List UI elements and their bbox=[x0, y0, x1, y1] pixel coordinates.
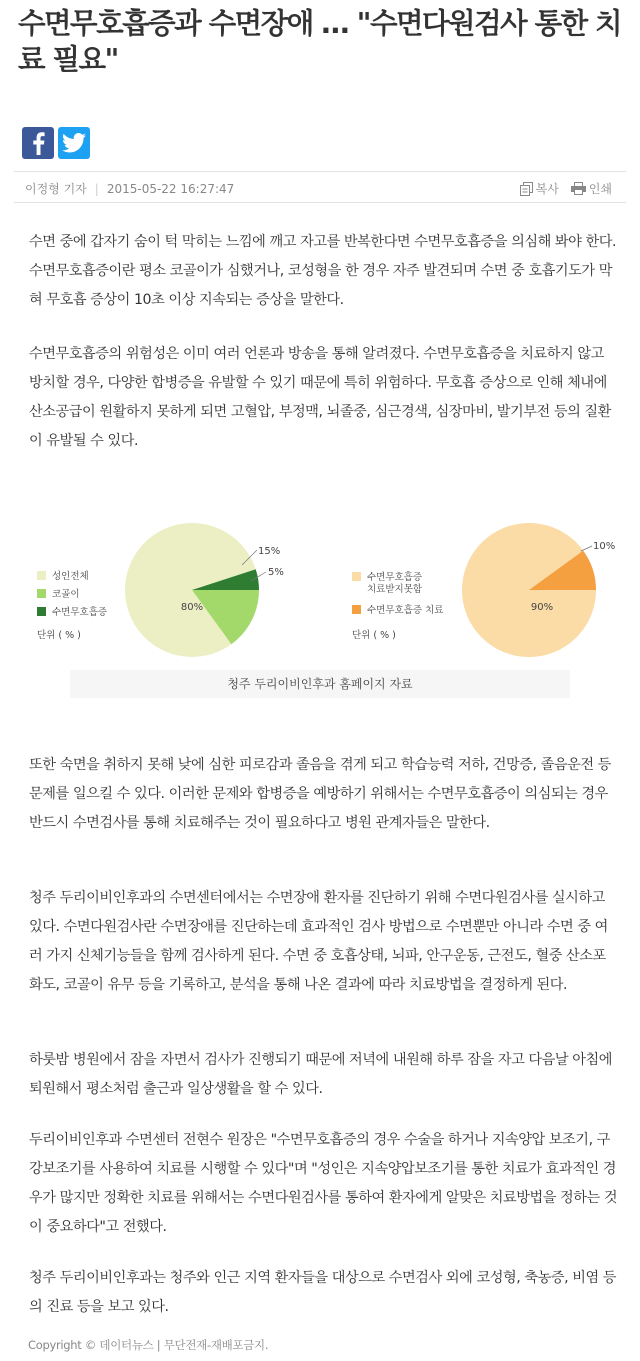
legend-swatch bbox=[352, 572, 361, 581]
article-paragraph-7: 청주 두리이비인후과는 청주와 인근 지역 환자들을 대상으로 수면검사 외에 코성형, 축농증, 비염 등의 진료 등을 보고 있다. bbox=[29, 1270, 617, 1315]
legend-swatch bbox=[352, 605, 361, 614]
copyright: Copyright © 데이터뉴스 | 무단전재-재배포금지. bbox=[28, 1338, 269, 1352]
legend-swatch bbox=[37, 589, 46, 598]
unit-label: 단위 ( % ) bbox=[37, 630, 81, 641]
legend-swatch bbox=[37, 607, 46, 616]
legend-label: 수면무호흡증 치료 bbox=[367, 605, 444, 616]
figure-caption: 청주 두리이비인후과 홈페이지 자료 bbox=[70, 670, 570, 698]
legend-label: 치료받지못함 bbox=[367, 584, 423, 595]
legend-label: 수면무호흡증 bbox=[367, 572, 423, 583]
article-paragraph-1: 수면 중에 갑자기 숨이 턱 막히는 느낌에 깨고 자고를 반복한다면 수면무호흡증을 의심해 봐야 한다. 수면무호흡증이란 평소 코골이가 심했거나, 코성형을 한 경우 자주 발견되며 수면 중 호흡기도가 막혀 무호흡 증상이 10초 이상 지속되는 증상을 말한다. bbox=[29, 234, 617, 308]
pie-charts bbox=[30, 505, 615, 670]
article-title: 수면무호흡증과 수면장애 … "수면다원검사 통한 치료 필요" bbox=[18, 7, 622, 76]
copy-icon bbox=[520, 182, 533, 196]
pie-value-label: 90% bbox=[530, 602, 554, 613]
reporter-name: 이정형 기자 bbox=[25, 182, 87, 196]
twitter-share-button[interactable] bbox=[58, 127, 90, 159]
pie-chart-left bbox=[37, 523, 284, 657]
legend-swatch bbox=[37, 571, 46, 580]
pie-value-label: 10% bbox=[593, 541, 615, 552]
pie-value-label: 15% bbox=[258, 546, 281, 557]
pie-value-label: 80% bbox=[180, 602, 204, 613]
legend-label: 성인전체 bbox=[52, 571, 89, 582]
facebook-icon bbox=[28, 131, 48, 155]
article-paragraph-5: 하룻밤 병원에서 잠을 자면서 검사가 진행되기 때문에 저녁에 내원해 하루 잠을 자고 다음날 아침에 퇴원해서 평소처럼 출근과 일상생활을 할 수 있다. bbox=[29, 1052, 612, 1097]
pie-value-label: 5% bbox=[268, 567, 284, 578]
unit-label: 단위 ( % ) bbox=[352, 630, 396, 641]
twitter-icon bbox=[62, 133, 86, 153]
facebook-share-button[interactable] bbox=[22, 127, 54, 159]
pie-slice-1 bbox=[462, 523, 596, 657]
share-buttons bbox=[22, 127, 90, 159]
legend-label: 수면무호흡증 bbox=[52, 607, 108, 618]
article-paragraph-4: 청주 두리이비인후과의 수면센터에서는 수면장애 환자를 진단하기 위해 수면다원검사를 실시하고 있다. 수면다원검사란 수면장애를 진단하는데 효과적인 검사 방법으로 수면뿐만 아니라 수면 중 여러 가지 신체기능들을 함께 검사하게 된다. 수면 중 호흡상태, 뇌파, 안구운동, 근전도, 혈중 산소포화도, 코골이 유무 등을 기록하고, 분석을 통해 나온 결과에 따라 치료방법을 결정하게 된다. bbox=[29, 890, 608, 993]
article-paragraph-2: 수면무호흡증의 위험성은 이미 여러 언론과 방송을 통해 알려졌다. 수면무호흡증을 치료하지 않고 방치할 경우, 다양한 합병증을 유발할 수 있기 때문에 특히 위험하다. 무호흡 증상으로 인해 체내에 산소공급이 원활하지 못하게 되면 고혈압, 부정맥, 뇌졸중, 심근경색, 심장마비, 발기부전 등의 질환이 유발될 수 있다. bbox=[29, 346, 611, 449]
copy-button[interactable] bbox=[520, 180, 559, 197]
print-button[interactable] bbox=[571, 180, 612, 197]
copy-label: 복사 bbox=[535, 182, 559, 196]
article-meta bbox=[14, 171, 626, 203]
printer-icon bbox=[571, 182, 586, 195]
meta-divider: | bbox=[94, 182, 99, 196]
print-label: 인쇄 bbox=[588, 182, 612, 196]
legend-label: 코골이 bbox=[52, 589, 80, 600]
pie-leader-line bbox=[581, 546, 592, 551]
article-datetime: 2015-05-22 16:27:47 bbox=[106, 182, 235, 196]
article-paragraph-6: 두리이비인후과 수면센터 전현수 원장은 "수면무호흡증의 경우 수술을 하거나 지속양압 보조기, 구강보조기를 사용하여 치료를 시행할 수 있다"며 "성인은 지속양압보조기를 통한 치료가 효과적인 경우가 많지만 정확한 치료를 위해서는 수면다원검사를 통하여 환자에게 알맞은 치료방법을 정하는 것이 중요하다"고 전했다. bbox=[29, 1132, 618, 1235]
article-paragraph-3: 또한 숙면을 취하지 못해 낮에 심한 피로감과 졸음을 겪게 되고 학습능력 저하, 건망증, 졸음운전 등 문제를 일으킬 수 있다. 이러한 문제와 합병증을 예방하기 위해서는 수면무호흡증이 의심되는 경우 반드시 수면검사를 통해 치료해주는 것이 필요하다고 병원 관계자들은 말한다. bbox=[29, 757, 611, 831]
pie-chart-right bbox=[352, 523, 615, 657]
